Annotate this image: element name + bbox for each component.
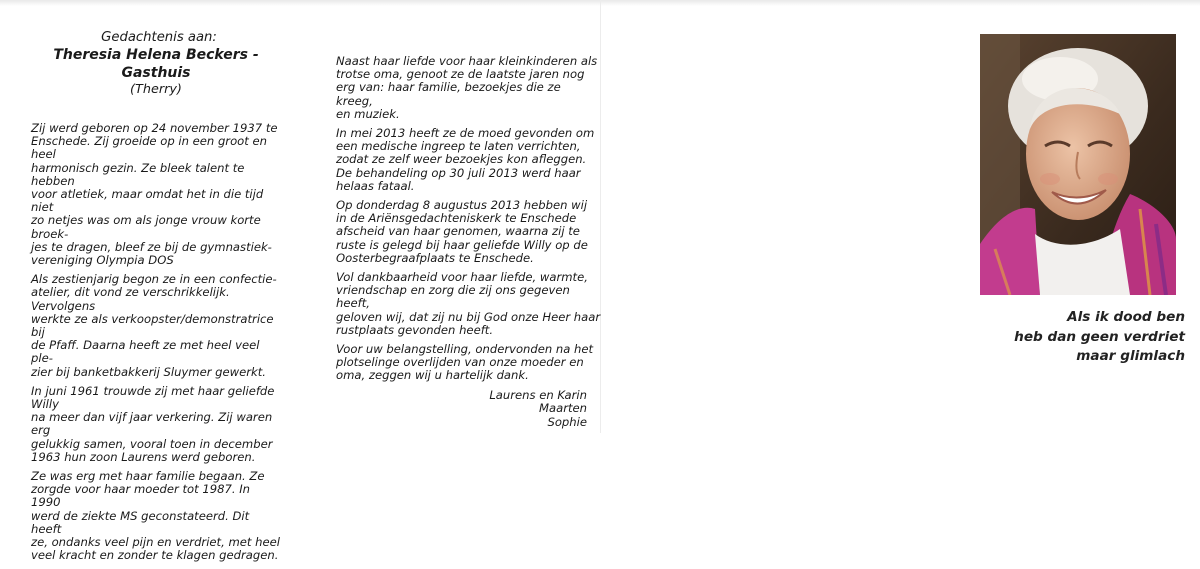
portrait-photo	[980, 34, 1176, 295]
middle-panel	[336, 55, 601, 429]
text-line: zorgde voor haar moeder tot 1987. In 1990	[31, 482, 250, 510]
text-line: 1963 hun zoon Laurens werd geboren.	[31, 449, 256, 464]
text-line: een medische ingreep te laten verrichten,	[336, 139, 581, 154]
paragraph	[31, 385, 281, 464]
text-line: Als zestienjarig begon ze in een confectie-	[31, 272, 277, 287]
text-line: harmonisch gezin. Ze bleek talent te hebben	[31, 160, 245, 188]
text-line: geloven wij, dat zij nu bij God onze Heer haar	[336, 309, 601, 324]
paragraph	[31, 470, 281, 562]
family-signatures	[336, 389, 601, 430]
text-line: gelukkig samen, vooral toen in december	[31, 436, 273, 451]
left-panel	[31, 30, 281, 569]
quote-line: maar glimlach	[1076, 348, 1185, 364]
paragraph	[336, 343, 601, 383]
text-line: Ze was erg met haar familie begaan. Ze	[31, 469, 265, 484]
tribute-text	[336, 55, 601, 383]
text-line: Zij werd geboren op 24 november 1937 te	[31, 121, 278, 135]
deceased-name: Theresia Helena Beckers - Gasthuis	[53, 47, 259, 81]
signature-name: Maarten	[538, 401, 587, 416]
text-line: vereniging Olympia DOS	[31, 253, 174, 268]
portrait-image	[980, 34, 1176, 295]
quote-line: heb dan geen verdriet	[1014, 328, 1185, 345]
text-line: ruste is gelegd bij haar geliefde Willy op de	[336, 237, 588, 252]
memorial-heading: Gedachtenis aan:	[101, 30, 217, 45]
deceased-nickname: (Therry)	[130, 82, 182, 97]
signature-name: Sophie	[547, 414, 587, 429]
paragraph	[336, 271, 601, 337]
text-line: voor atletiek, maar omdat het in die tijd niet	[31, 187, 264, 215]
paragraph	[336, 127, 601, 193]
quote-line: Als ik dood ben	[1067, 309, 1185, 325]
text-line: werd de ziekte MS geconstateerd. Dit heeft	[31, 508, 250, 536]
biography-text	[31, 122, 281, 563]
text-line: Naast haar liefde voor haar kleinkinderen als	[336, 54, 598, 68]
paragraph	[336, 55, 601, 121]
text-line: Enschede. Zij groeide op in een groot en heel	[31, 134, 267, 162]
text-line: zo netjes was om als jonge vrouw korte broek-	[31, 213, 261, 241]
text-line: werkte ze als verkoopster/demonstratrice bij	[31, 311, 274, 340]
text-line: Vol dankbaarheid voor haar liefde, warmte,	[336, 270, 588, 285]
text-line: vriendschap en zorg die zij ons gegeven heeft,	[336, 283, 570, 311]
text-line: Voor uw belangstelling, ondervonden na het	[336, 342, 594, 357]
text-line: trotse oma, genoot ze de laatste jaren nog	[336, 67, 585, 82]
text-line: In mei 2013 heeft ze de moed gevonden om	[336, 126, 595, 141]
text-line: Oosterbegraafplaats te Enschede.	[336, 250, 534, 265]
text-line: de Pfaff. Daarna heeft ze met heel veel ple-	[31, 338, 260, 366]
text-line: rustplaats gevonden heeft.	[336, 322, 494, 337]
text-line: afscheid van haar genomen, waarna zij te	[336, 224, 580, 239]
text-line: oma, zeggen wij u hartelijk dank.	[336, 368, 529, 383]
text-line: In juni 1961 trouwde zij met haar geliefde Willy	[31, 383, 275, 412]
closing-quote	[1000, 308, 1185, 367]
paragraph	[336, 199, 601, 265]
text-line: en muziek.	[336, 106, 400, 121]
text-line: zier bij banketbakkerij Sluymer gewerkt.	[31, 364, 266, 379]
text-line: De behandeling op 30 juli 2013 werd haar	[336, 165, 581, 180]
text-line: Op donderdag 8 augustus 2013 hebben wij	[336, 198, 588, 213]
text-line: erg van: haar familie, bezoekjes die ze kreeg,	[336, 80, 561, 108]
paragraph	[31, 122, 281, 267]
text-line: plotselinge overlijden van onze moeder en	[336, 355, 584, 370]
text-line: zodat ze zelf weer bezoekjes kon afleggen.	[336, 152, 587, 167]
text-line: helaas fataal.	[336, 178, 415, 193]
text-line: ze, ondanks veel pijn en verdriet, met heel	[31, 535, 280, 550]
paragraph	[31, 273, 281, 379]
text-line: na meer dan vijf jaar verkering. Zij waren erg	[31, 410, 273, 438]
text-line: veel kracht en zonder te klagen gedragen.	[31, 548, 279, 563]
text-line: jes te dragen, bleef ze bij de gymnastiek-	[31, 239, 272, 254]
text-line: atelier, dit vond ze verschrikkelijk. Vervolgens	[31, 285, 230, 313]
signature-name: Laurens en Karin	[489, 387, 587, 402]
text-line: in de Ariënsgedachteniskerk te Enschede	[336, 211, 577, 226]
